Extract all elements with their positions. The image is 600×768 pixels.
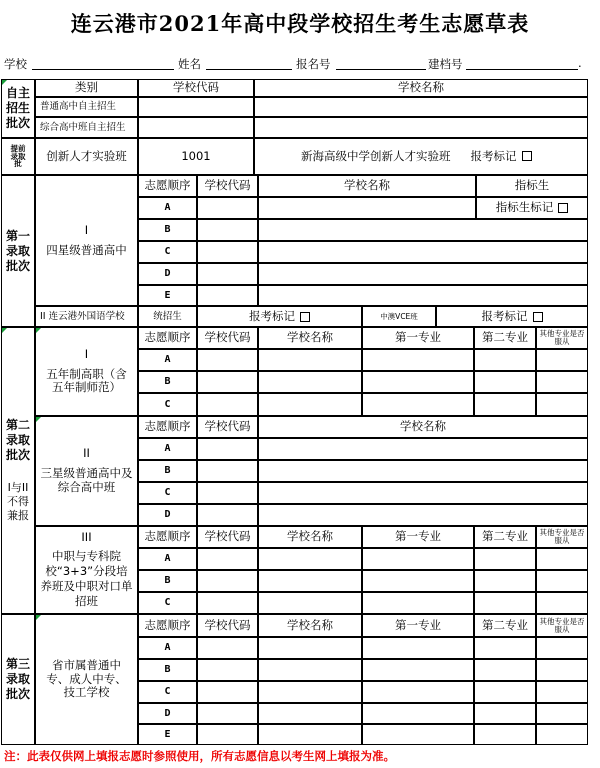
b2g3-header-code: 学校代码 [197,526,258,548]
b3-header-major2: 第二专业 [474,614,536,637]
reg-no-label: 报名号 [296,57,331,71]
b3-c-major1[interactable] [362,681,474,703]
b2g3-choice-b: B [138,570,197,592]
tiqian-batch-label [1,138,35,175]
batch3-label-text: 第三录取批次 [5,657,30,701]
footer-note: 注：此表仅供网上填报志愿时参照使用，所有志愿信息以考生网上填报为准。 [4,749,395,763]
batch1-label-text: 第一录取批次 [5,228,30,273]
b1-choice-e: E [138,285,197,306]
b2g3-c-code[interactable] [197,592,258,614]
b1-e-name[interactable] [258,285,588,306]
batch2-note: I与II不得兼报 [7,481,29,522]
comment-marker-icon [36,417,41,422]
b2g1-choice-b: B [138,371,197,393]
b2g2-a-code[interactable] [197,438,258,460]
b2g1-b-name[interactable] [258,371,362,393]
zizhu-batch-label-text: 自主招生批次 [5,86,30,130]
b2g3-a-name[interactable] [258,548,362,570]
b2g3-a-other[interactable] [536,548,588,570]
b1-g2-apply-2-checkbox[interactable] [533,312,543,322]
batch1-group2-name: II 连云港外国语学校 [35,306,138,327]
comment-marker-icon [2,80,7,85]
school-field[interactable] [32,69,174,70]
file-no-label: 建档号 [428,57,463,71]
b2g1-header-order: 志愿顺序 [138,327,197,349]
b2g3-c-major1[interactable] [362,592,474,614]
name-field[interactable] [206,69,292,70]
b2g2-b-code[interactable] [197,460,258,482]
b2g3-choice-a: A [138,548,197,570]
b2g1-c-code[interactable] [197,393,258,416]
b1-g2-apply-1 [197,306,362,327]
b3-choice-b: B [138,659,197,681]
batch2-group3 [35,526,138,614]
b3-choice-e: E [138,724,197,745]
b2g1-b-other[interactable] [536,371,588,393]
b3-d-major2[interactable] [474,703,536,724]
b2g2-d-name[interactable] [258,504,588,526]
b1-e-code[interactable] [197,285,258,306]
b2g3-header-order: 志愿顺序 [138,526,197,548]
batch2-group3-name: 中职与专科院校“3+3”分段培养班及中职对口单招班 [40,549,133,608]
b3-e-major2[interactable] [474,724,536,745]
batch2-group1-name: 五年制高职（含五年制师范） [46,366,127,395]
b2g3-a-code[interactable] [197,548,258,570]
b1-a-name[interactable] [258,197,476,219]
b1-d-code[interactable] [197,263,258,285]
b3-a-major1[interactable] [362,637,474,659]
batch2-group2 [35,416,138,526]
b1-g2-vce: 中澳VCE班 [362,306,436,327]
b3-e-other[interactable] [536,724,588,745]
b2g2-c-code[interactable] [197,482,258,504]
b2g1-header-other: 其他专业是否服从 [536,327,588,349]
b2g3-c-name[interactable] [258,592,362,614]
b1-choice-b: B [138,219,197,241]
b2g3-b-major2[interactable] [474,570,536,592]
batch3-label [1,614,35,745]
school-label: 学校 [4,57,27,71]
zizhu-row-1-code[interactable] [138,97,254,117]
b2g2-choice-b: B [138,460,197,482]
b3-c-name[interactable] [258,681,362,703]
zizhu-row-1-name[interactable] [254,97,588,117]
batch2-group2-name: 三星级普通高中及综合高中班 [40,466,133,494]
b2g1-b-code[interactable] [197,371,258,393]
zizhu-row-2-name[interactable] [254,117,588,138]
b1-header-quota: 指标生 [476,175,588,197]
batch2-group2-roman: II [83,446,90,461]
b2g3-a-major2[interactable] [474,548,536,570]
b2g1-header-major1: 第一专业 [362,327,474,349]
b2g1-c-name[interactable] [258,393,362,416]
b2g3-choice-c: C [138,592,197,614]
b2g3-c-major2[interactable] [474,592,536,614]
b2g3-c-other[interactable] [536,592,588,614]
b2g2-b-name[interactable] [258,460,588,482]
b2g3-header-major1: 第一专业 [362,526,474,548]
b3-e-major1[interactable] [362,724,474,745]
tiqian-school: 新海高级中学创新人才实验班 [301,148,451,163]
b2g2-c-name[interactable] [258,482,588,504]
b1-c-code[interactable] [197,241,258,263]
b1-g2-apply-2 [436,306,588,327]
b2g1-c-major2[interactable] [474,393,536,416]
b2g3-b-name[interactable] [258,570,362,592]
b2g2-d-code[interactable] [197,504,258,526]
b3-b-major1[interactable] [362,659,474,681]
b1-g2-apply-2-label: 报考标记 [481,308,528,323]
b2g2-choice-c: C [138,482,197,504]
b3-b-other[interactable] [536,659,588,681]
b2g2-choice-d: D [138,504,197,526]
b3-d-code[interactable] [197,703,258,724]
b2g2-a-name[interactable] [258,438,588,460]
batch2-group3-roman: III [81,530,92,545]
b3-choice-d: D [138,703,197,724]
b1-g2-quota: 统招生 [138,306,197,327]
comment-marker-icon [2,328,7,333]
b2g2-header-name: 学校名称 [258,416,588,438]
tiqian-code: 1001 [138,138,254,175]
b2g1-choice-a: A [138,349,197,371]
b2g1-a-code[interactable] [197,349,258,371]
batch1-group1 [35,175,138,306]
b3-header-name: 学校名称 [258,614,362,637]
b3-b-name[interactable] [258,659,362,681]
b2g3-header-other: 其他专业是否服从 [536,526,588,548]
b2g1-b-major2[interactable] [474,371,536,393]
b2g1-a-major2[interactable] [474,349,536,371]
b3-header-order: 志愿顺序 [138,614,197,637]
b1-g2-apply-1-checkbox[interactable] [300,312,310,322]
b2g3-header-name: 学校名称 [258,526,362,548]
comment-marker-icon [36,328,41,333]
batch1-label [1,175,35,327]
reg-no-field[interactable] [336,69,426,70]
batch2-label-text: 第二录取批次 [5,418,30,463]
b2g1-a-name[interactable] [258,349,362,371]
b1-quota-mark [476,197,588,219]
b2g1-a-major1[interactable] [362,349,474,371]
b2g3-b-code[interactable] [197,570,258,592]
zizhu-row-2-label: 综合高中班自主招生 [35,117,138,138]
page-title: 连云港市2021年高中段学校招生考生志愿草表 [70,11,530,36]
tiqian-class: 创新人才实验班 [35,138,138,175]
tiqian-batch-label-text: 提前录取批 [10,143,26,169]
b3-a-major2[interactable] [474,637,536,659]
header-school-name: 学校名称 [254,79,588,97]
b1-quota-mark-label: 指标生标记 [495,200,554,215]
tiqian-apply-checkbox[interactable] [522,151,532,161]
batch2-label [1,327,35,614]
b2g2-header-code: 学校代码 [197,416,258,438]
b1-b-code[interactable] [197,219,258,241]
b3-choice-a: A [138,637,197,659]
b1-g2-apply-1-label: 报考标记 [249,308,295,323]
b2g3-b-other[interactable] [536,570,588,592]
zizhu-row-1-label: 普通高中自主招生 [35,97,138,117]
b2g1-c-major1[interactable] [362,393,474,416]
b1-header-code: 学校代码 [197,175,258,197]
b1-choice-c: C [138,241,197,263]
b3-e-code[interactable] [197,724,258,745]
b3-header-code: 学校代码 [197,614,258,637]
b3-a-name[interactable] [258,637,362,659]
b3-b-code[interactable] [197,659,258,681]
b3-c-other[interactable] [536,681,588,703]
b3-b-major2[interactable] [474,659,536,681]
b3-e-name[interactable] [258,724,362,745]
b1-choice-a: A [138,197,197,219]
b2g1-header-major2: 第二专业 [474,327,536,349]
b2g2-choice-a: A [138,438,197,460]
b2g1-c-other[interactable] [536,393,588,416]
b3-d-name[interactable] [258,703,362,724]
b1-b-name[interactable] [258,219,588,241]
b2g3-header-major2: 第二专业 [474,526,536,548]
b2g1-header-code: 学校代码 [197,327,258,349]
b1-d-name[interactable] [258,263,588,285]
batch1-group1-roman: I [84,222,89,237]
b3-d-major1[interactable] [362,703,474,724]
b3-c-code[interactable] [197,681,258,703]
b1-quota-checkbox[interactable] [558,203,568,213]
zizhu-batch-label [1,79,35,138]
b2g1-a-other[interactable] [536,349,588,371]
b1-choice-d: D [138,263,197,285]
batch2-group1-roman: I [84,346,89,361]
b2g3-b-major1[interactable] [362,570,474,592]
b3-choice-c: C [138,681,197,703]
batch3-group1-name: 省市属普通中专、成人中专、技工学校 [35,614,138,745]
b2g2-header-order: 志愿顺序 [138,416,197,438]
tiqian-apply-mark-label: 报考标记 [470,148,517,163]
b3-a-other[interactable] [536,637,588,659]
b1-header-order: 志愿顺序 [138,175,197,197]
b2g1-b-major1[interactable] [362,371,474,393]
b1-header-name: 学校名称 [258,175,476,197]
tiqian-apply-mark [471,150,532,164]
zizhu-row-2-code[interactable] [138,117,254,138]
tiqian-school-cell [254,138,588,175]
comment-marker-icon [36,615,41,620]
header-school-code: 学校代码 [138,79,254,97]
b1-c-name[interactable] [258,241,588,263]
b3-a-code[interactable] [197,637,258,659]
b3-header-major1: 第一专业 [362,614,474,637]
header-category: 类别 [35,79,138,97]
batch1-group1-name: 四星级普通高中 [46,242,127,257]
b2g3-a-major1[interactable] [362,548,474,570]
b3-c-major2[interactable] [474,681,536,703]
b1-a-code[interactable] [197,197,258,219]
name-label: 姓名 [178,57,201,71]
b2g1-header-name: 学校名称 [258,327,362,349]
file-no-field[interactable] [466,69,578,70]
batch2-group1 [35,327,138,416]
b3-d-other[interactable] [536,703,588,724]
info-end: . [578,56,582,70]
b2g1-choice-c: C [138,393,197,416]
b3-header-other: 其他专业是否服从 [536,614,588,637]
